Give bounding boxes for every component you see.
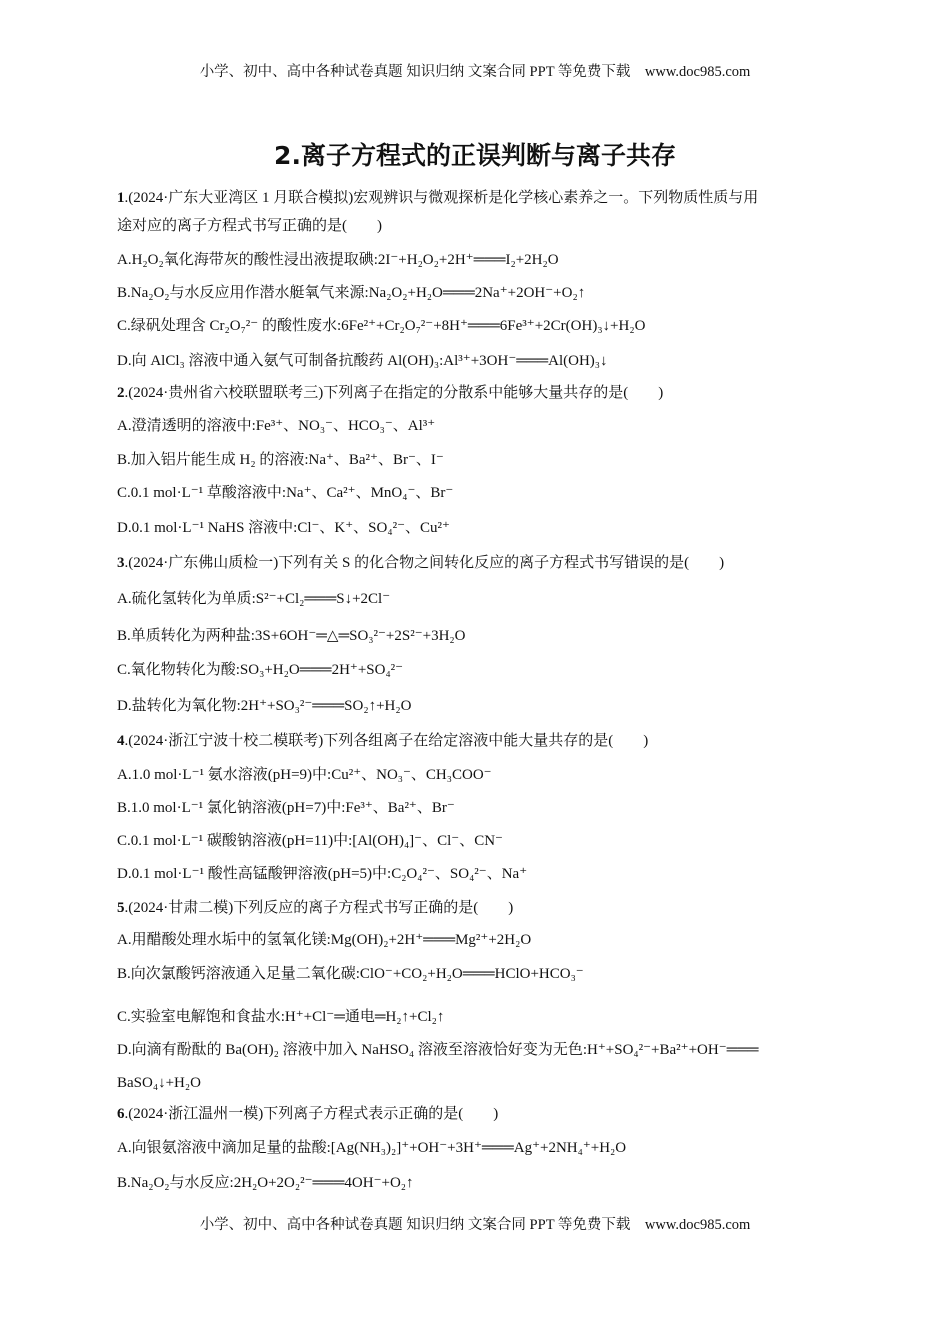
- question-number: 3: [117, 555, 125, 571]
- line-text: D.盐转化为氧化物:2H⁺+SO₃²⁻═══SO₂↑+H₂O: [117, 698, 412, 714]
- line-text: C.实验室电解饱和食盐水:H⁺+Cl⁻═通电═H₂↑+Cl₂↑: [117, 1009, 445, 1025]
- question-number: 4: [117, 733, 125, 749]
- page-footer: 小学、初中、高中各种试卷真题 知识归纳 文案合同 PPT 等免费下载 www.doc985.com: [199, 1217, 751, 1233]
- question-line: [117, 898, 513, 918]
- line-text: A.H₂O₂氧化海带灰的酸性浸出液提取碘:2I⁻+H₂O₂+2H⁺═══I₂+2H₂O: [117, 252, 559, 268]
- text-line: [117, 216, 382, 236]
- question-number: 1: [117, 190, 125, 206]
- line-text: D.0.1 mol·L⁻¹ NaHS 溶液中:Cl⁻、K⁺、SO₄²⁻、Cu²⁺: [117, 520, 450, 536]
- line-text: D.向滴有酚酞的 Ba(OH)₂ 溶液中加入 NaHSO₄ 溶液至溶液恰好变为无色:H⁺+SO₄²⁻+Ba²⁺+OH⁻═══: [117, 1042, 759, 1058]
- line-text: 途对应的离子方程式书写正确的是( ): [117, 218, 382, 234]
- text-line: [117, 589, 390, 609]
- line-text: B.Na₂O₂与水反应用作潜水艇氧气来源:Na₂O₂+H₂O═══2Na⁺+2OH⁻+O₂↑: [117, 285, 586, 301]
- question-line: [117, 553, 724, 573]
- line-text: A.硫化氢转化为单质:S²⁻+Cl₂═══S↓+2Cl⁻: [117, 591, 391, 607]
- line-text: C.0.1 mol·L⁻¹ 碳酸钠溶液(pH=11)中:[Al(OH)₄]⁻、Cl⁻、CN⁻: [117, 833, 503, 849]
- line-text: .(2024·浙江宁波十校二模联考)下列各组离子在给定溶液中能大量共存的是( ): [124, 733, 649, 749]
- line-text: D.向 AlCl₃ 溶液中通入氨气可制备抗酸药 Al(OH)₃:Al³⁺+3OH⁻═══Al(OH)₃↓: [117, 353, 608, 369]
- line-text: A.澄清透明的溶液中:Fe³⁺、NO₃⁻、HCO₃⁻、Al³⁺: [117, 418, 436, 434]
- text-line: [117, 964, 584, 984]
- line-text: C.0.1 mol·L⁻¹ 草酸溶液中:Na⁺、Ca²⁺、MnO₄⁻、Br⁻: [117, 485, 454, 501]
- text-line: [117, 864, 527, 884]
- text-line: [117, 250, 559, 270]
- page-header: 小学、初中、高中各种试卷真题 知识归纳 文案合同 PPT 等免费下载 www.doc985.com: [199, 64, 751, 80]
- text-line: [117, 1173, 414, 1193]
- text-line: [117, 1040, 759, 1060]
- line-text: .(2024·广东佛山质检一)下列有关 S 的化合物之间转化反应的离子方程式书写错误的是( ): [124, 555, 725, 571]
- line-text: B.1.0 mol·L⁻¹ 氯化钠溶液(pH=7)中:Fe³⁺、Ba²⁺、Br⁻: [117, 800, 455, 816]
- text-line: [117, 765, 492, 785]
- question-line: [117, 1104, 498, 1124]
- text-line: [117, 1007, 444, 1027]
- line-text: B.向次氯酸钙溶液通入足量二氧化碳:ClO⁻+CO₂+H₂O═══HClO+HCO₃⁻: [117, 966, 584, 982]
- line-text: C.氧化物转化为酸:SO₃+H₂O═══2H⁺+SO₄²⁻: [117, 662, 404, 678]
- text-line: [117, 483, 453, 503]
- line-text: D.0.1 mol·L⁻¹ 酸性高锰酸钾溶液(pH=5)中:C₂O₄²⁻、SO₄²⁻、Na⁺: [117, 866, 528, 882]
- text-line: [117, 626, 466, 646]
- text-line: [117, 798, 455, 818]
- line-text: BaSO₄↓+H₂O: [117, 1075, 201, 1091]
- line-text: A.向银氨溶液中滴加足量的盐酸:[Ag(NH₃)₂]⁺+OH⁻+3H⁺═══Ag⁺+2NH₄⁺+H₂O: [117, 1140, 627, 1156]
- text-line: [117, 660, 403, 680]
- line-text: B.单质转化为两种盐:3S+6OH⁻═△═SO₃²⁻+2S²⁻+3H₂O: [117, 628, 466, 644]
- text-line: [117, 1073, 201, 1093]
- text-line: [117, 930, 531, 950]
- text-line: [117, 316, 645, 336]
- line-text: .(2024·贵州省六校联盟联考三)下列离子在指定的分散系中能够大量共存的是( ): [124, 385, 664, 401]
- line-text: .(2024·广东大亚湾区 1 月联合模拟)宏观辨识与微观探析是化学核心素养之一。下列物质性质与用: [124, 190, 759, 206]
- line-text: B.加入铝片能生成 H₂ 的溶液:Na⁺、Ba²⁺、Br⁻、I⁻: [117, 452, 444, 468]
- question-number: 2: [117, 385, 125, 401]
- line-text: A.用醋酸处理水垢中的氢氧化镁:Mg(OH)₂+2H⁺═══Mg²⁺+2H₂O: [117, 932, 532, 948]
- question-line: [117, 383, 663, 403]
- line-text: B.Na₂O₂与水反应:2H₂O+2O₂²⁻═══4OH⁻+O₂↑: [117, 1175, 414, 1191]
- question-line: [117, 731, 648, 751]
- text-line: [117, 450, 444, 470]
- question-number: 5: [117, 900, 125, 916]
- text-line: [117, 283, 585, 303]
- question-number: 6: [117, 1106, 125, 1122]
- text-line: [117, 1138, 626, 1158]
- text-line: [117, 831, 503, 851]
- question-line: [117, 188, 758, 208]
- line-text: A.1.0 mol·L⁻¹ 氨水溶液(pH=9)中:Cu²⁺、NO₃⁻、CH₃COO⁻: [117, 767, 492, 783]
- line-text: C.绿矾处理含 Cr₂O₇²⁻ 的酸性废水:6Fe²⁺+Cr₂O₇²⁻+8H⁺═══6Fe³⁺+2Cr(OH)₃↓+H₂O: [117, 318, 646, 334]
- text-line: [117, 696, 411, 716]
- page-title: 2.离子方程式的正误判断与离子共存: [274, 141, 676, 170]
- text-line: [117, 518, 450, 538]
- text-line: [117, 351, 608, 371]
- line-text: .(2024·甘肃二模)下列反应的离子方程式书写正确的是( ): [124, 900, 514, 916]
- line-text: .(2024·浙江温州一模)下列离子方程式表示正确的是( ): [124, 1106, 499, 1122]
- text-line: [117, 416, 435, 436]
